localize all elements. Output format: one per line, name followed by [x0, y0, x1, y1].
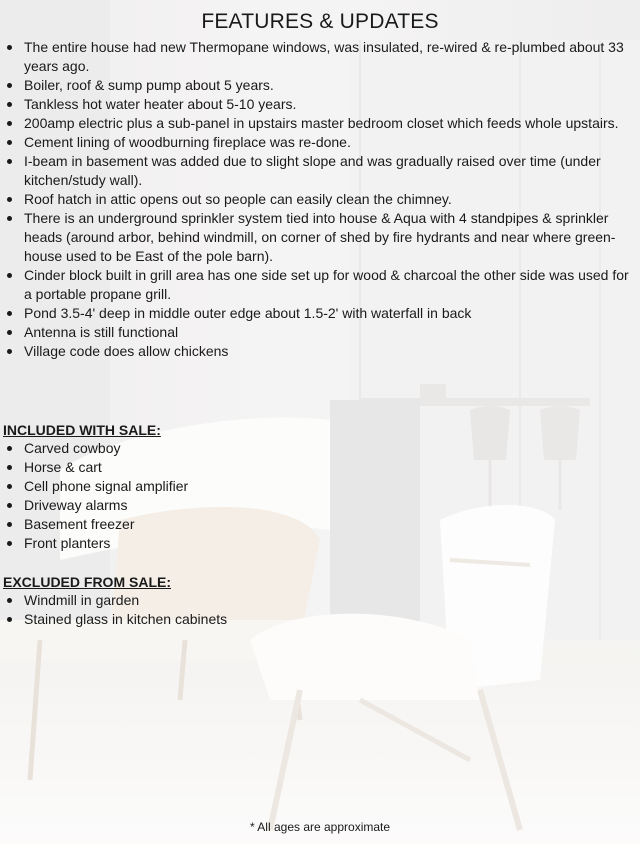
included-heading: INCLUDED WITH SALE: — [3, 422, 161, 438]
list-item: 200amp electric plus a sub-panel in upstairs master bedroom closet which feeds whole upstairs. — [2, 114, 634, 133]
footnote: * All ages are approximate — [249, 820, 391, 834]
list-item: Driveway alarms — [2, 496, 622, 515]
excluded-list — [2, 591, 622, 629]
page-title: FEATURES & UPDATES — [201, 10, 439, 33]
list-item: I-beam in basement was added due to slight slope and was gradually raised over time (under kitchen/study wall). — [2, 152, 634, 190]
list-item: Cement lining of woodburning fireplace was re-done. — [2, 133, 634, 152]
list-item: Roof hatch in attic opens out so people can easily clean the chimney. — [2, 190, 634, 209]
list-item: Front planters — [2, 534, 622, 553]
list-item: Carved cowboy — [2, 439, 622, 458]
list-item: Windmill in garden — [2, 591, 622, 610]
features-list — [2, 38, 634, 361]
included-list — [2, 439, 622, 553]
list-item: Stained glass in kitchen cabinets — [2, 610, 622, 629]
list-item: Boiler, roof & sump pump about 5 years. — [2, 76, 634, 95]
list-item: Cell phone signal amplifier — [2, 477, 622, 496]
list-item: Tankless hot water heater about 5-10 years. — [2, 95, 634, 114]
list-item: Horse & cart — [2, 458, 622, 477]
list-item: Pond 3.5-4' deep in middle outer edge about 1.5-2' with waterfall in back — [2, 304, 634, 323]
list-item: Village code does allow chickens — [2, 342, 634, 361]
list-item: Cinder block built in grill area has one side set up for wood & charcoal the other side was used for a portable propane grill. — [2, 266, 634, 304]
list-item: The entire house had new Thermopane windows, was insulated, re-wired & re-plumbed about 33 years ago. — [2, 38, 634, 76]
list-item: Antenna is still functional — [2, 323, 634, 342]
list-item: Basement freezer — [2, 515, 622, 534]
list-item: There is an underground sprinkler system tied into house & Aqua with 4 standpipes & sprinkler heads (around arbor, behind windmill, on corner of shed by fire hydrants and near where green-house used to be East of the pole barn). — [2, 209, 634, 266]
excluded-heading: EXCLUDED FROM SALE: — [3, 574, 171, 590]
